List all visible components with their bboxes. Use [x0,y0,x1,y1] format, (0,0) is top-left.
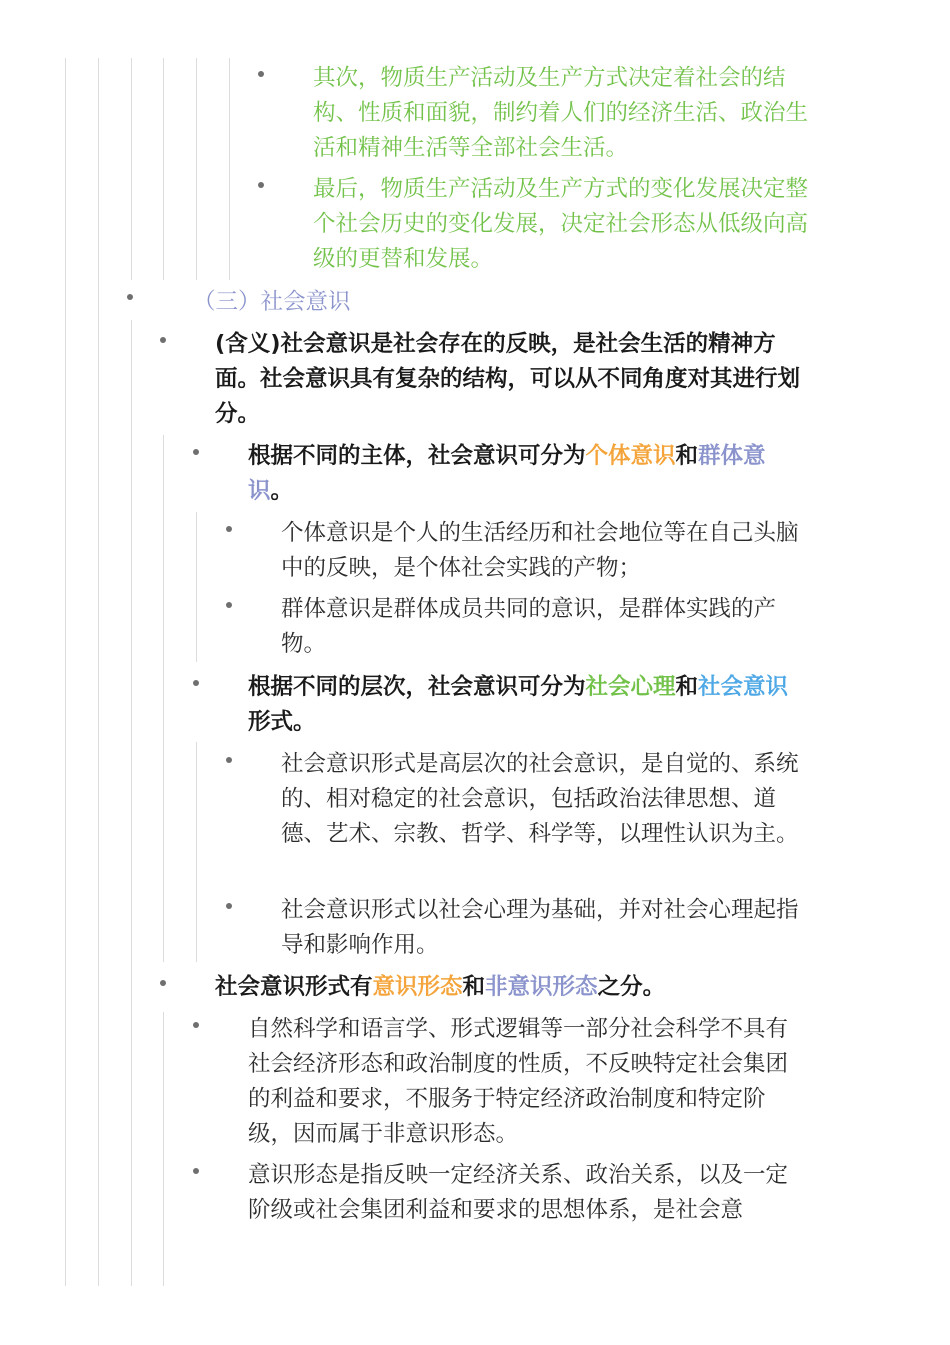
term-non-ideology: 非意识形态 [485,974,598,1000]
list-item-group: 群体意识是群体成员共同的意识，是群体实践的产物。 [281,596,777,657]
guide-line [163,58,164,280]
text: 。 [270,478,294,504]
text: 和 [675,443,699,469]
text: 根据不同的层次，社会意识可分为 [248,674,586,700]
guide-line [65,58,66,1286]
bullet [226,903,232,909]
bullet [226,757,232,763]
guide-line [196,742,197,962]
term-social-psychology: 社会心理 [585,674,676,700]
guide-line [229,58,230,280]
term-ideology: 意识形态 [372,974,463,1000]
list-item-finally: 最后，物质生产活动及生产方式的变化发展决定整个社会历史的变化发展，决定社会形态从低级向高级的更替和发展。 [313,176,809,272]
list-item-ideology-definition: 意识形态是指反映一定经济关系、政治关系，以及一定阶级或社会集团利益和要求的思想体系，是社会意 [248,1162,789,1223]
guide-line [131,58,132,280]
list-item-subject [248,439,793,509]
section-heading: （三）社会意识 [193,289,351,315]
bullet [193,1022,199,1028]
list-item-secondly: 其次，物质生产活动及生产方式决定着社会的结构、性质和面貌，制约着人们的经济生活、政治生活和精神生活等全部社会生活。 [313,65,809,161]
bullet [258,71,264,77]
list-item-form-basis: 社会意识形式以社会心理为基础，并对社会心理起指导和影响作用。 [281,897,799,958]
text: 根据不同的主体，社会意识可分为 [248,443,586,469]
bullet [226,526,232,532]
term-group-consciousness: 群体意识 [248,443,766,504]
text: 和 [462,974,486,1000]
guide-line [131,320,132,1286]
text: 和 [675,674,699,700]
bullet [160,337,166,343]
bullet [193,1168,199,1174]
text: 形式。 [248,709,316,735]
list-item-form-definition: 社会意识形式是高层次的社会意识，是自觉的、系统的、相对稳定的社会意识，包括政治法律思想、道德、艺术、宗教、哲学、科学等，以理性认识为主。 [281,751,799,847]
list-item-individual: 个体意识是个人的生活经历和社会地位等在自己头脑中的反映，是个体社会实践的产物； [281,520,799,581]
term-social-consciousness: 社会意识 [698,674,789,700]
guide-line [196,512,197,662]
guide-line [163,1012,164,1286]
bullet [160,980,166,986]
bullet [193,680,199,686]
list-item-level [248,670,793,740]
list-item-ideology [215,970,805,1005]
guide-line [196,58,197,280]
bullet [258,182,264,188]
guide-line [98,58,99,1286]
text: 之分。 [597,974,666,1000]
list-item-natural-science: 自然科学和语言学、形式逻辑等一部分社会科学不具有社会经济形态和政治制度的性质，不反映特定社会集团的利益和要求，不服务于特定经济政治制度和特定阶级，因而属于非意识形态。 [248,1016,789,1147]
bullet [226,602,232,608]
bullet [193,449,199,455]
bullet [127,294,133,300]
term-individual-consciousness: 个体意识 [585,443,676,469]
guide-line [163,435,164,962]
text: 社会意识形式有 [215,974,373,1000]
list-item-meaning: (含义)社会意识是社会存在的反映，是社会生活的精神方面。社会意识具有复杂的结构，可以从不同角度对其进行划分。 [215,331,801,427]
